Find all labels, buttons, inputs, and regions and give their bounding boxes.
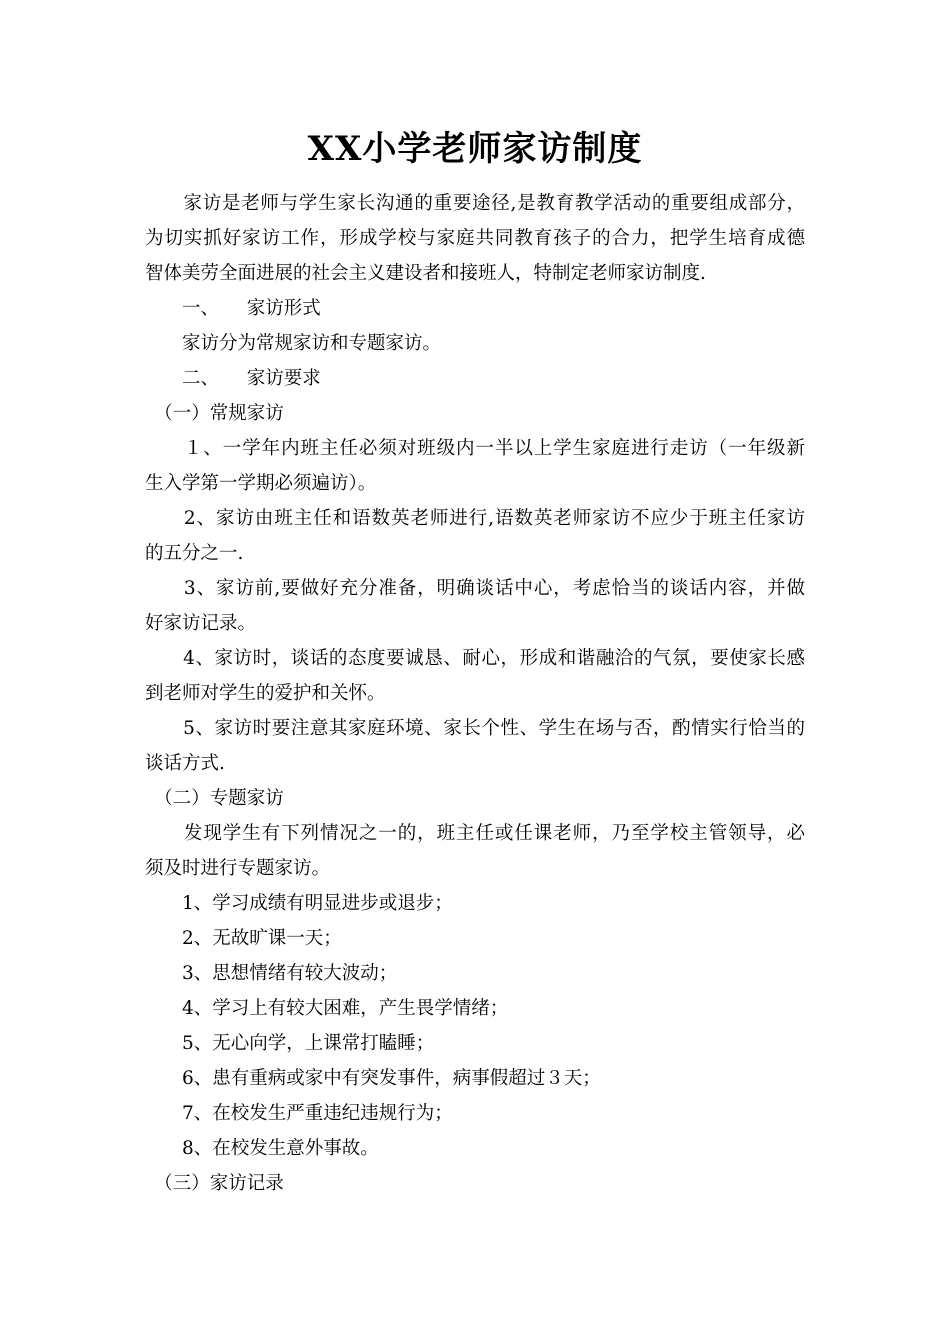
list-item: 5、无心向学，上课常打瞌睡； bbox=[145, 1033, 435, 1054]
paragraph-line: 到老师对学生的爱护和关怀。 bbox=[145, 683, 386, 704]
document-title: XX小学老师家访制度 bbox=[307, 129, 643, 169]
list-item: 4、学习上有较大困难，产生畏学情绪； bbox=[145, 998, 509, 1019]
paragraph-line: 为切实抓好家访工作，形成学校与家庭共同教育孩子的合力，把学生培育成德 bbox=[145, 228, 805, 249]
section-heading: 一、 家访形式 bbox=[145, 298, 321, 319]
subsection-heading: （二）专题家访 bbox=[145, 788, 284, 809]
paragraph-line: 发现学生有下列情况之一的，班主任或任课老师，乃至学校主管领导，必 bbox=[145, 823, 805, 844]
paragraph-line: 须及时进行专题家访。 bbox=[145, 858, 331, 879]
paragraph-line: 2、家访由班主任和语数英老师进行,语数英老师家访不应少于班主任家访 bbox=[145, 508, 805, 529]
paragraph-line: 3、家访前,要做好充分准备，明确谈话中心，考虑恰当的谈话内容，并做 bbox=[145, 578, 805, 599]
list-item: 7、在校发生严重违纪违规行为； bbox=[145, 1103, 453, 1124]
paragraph-line: 4、家访时，谈话的态度要诚恳、耐心，形成和谐融洽的气氛，要使家长感 bbox=[145, 648, 805, 669]
paragraph-line: 谈话方式. bbox=[145, 753, 225, 774]
list-item: 2、无故旷课一天； bbox=[145, 928, 342, 949]
paragraph-line: 的五分之一. bbox=[145, 543, 244, 564]
list-item: 1、学习成绩有明显进步或退步； bbox=[145, 893, 453, 914]
paragraph-line: 家访分为常规家访和专题家访。 bbox=[145, 333, 442, 354]
paragraph-line: 家访是老师与学生家长沟通的重要途径,是教育教学活动的重要组成部分， bbox=[145, 193, 805, 214]
paragraph-line: 5、家访时要注意其家庭环境、家长个性、学生在场与否，酌情实行恰当的 bbox=[145, 718, 805, 739]
paragraph-line: １、一学年内班主任必须对班级内一半以上学生家庭进行走访（一年级新 bbox=[145, 438, 805, 459]
subsection-heading: （三）家访记录 bbox=[145, 1173, 284, 1194]
subsection-heading: （一）常规家访 bbox=[145, 403, 284, 424]
paragraph-line: 生入学第一学期必须遍访）。 bbox=[145, 473, 377, 494]
paragraph-line: 好家访记录。 bbox=[145, 613, 257, 634]
paragraph-line: 智体美劳全面进展的社会主义建设者和接班人，特制定老师家访制度. bbox=[145, 263, 706, 284]
list-item: 8、在校发生意外事故。 bbox=[145, 1138, 379, 1159]
section-heading: 二、 家访要求 bbox=[145, 368, 321, 389]
list-item: 3、思想情绪有较大波动； bbox=[145, 963, 398, 984]
list-item: 6、患有重病或家中有突发事件，病事假超过３天； bbox=[145, 1068, 601, 1089]
